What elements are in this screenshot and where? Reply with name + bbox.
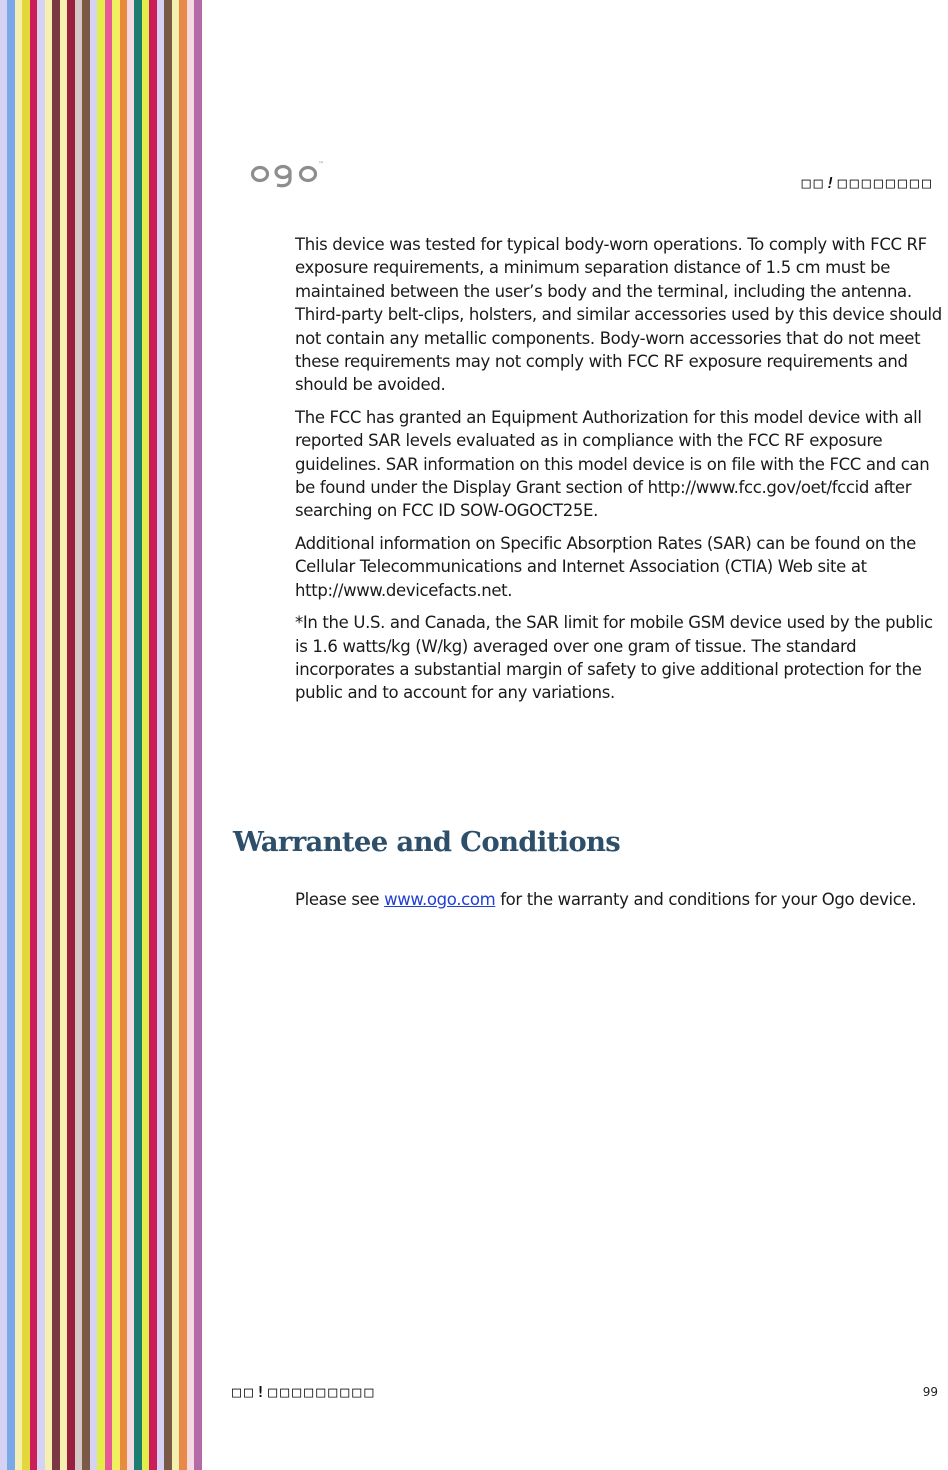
warranty-text-after: for the warranty and conditions for your Ogo device.	[495, 890, 917, 909]
color-stripe	[134, 0, 141, 1470]
decorative-color-stripes	[0, 0, 202, 1470]
footer-running-text: □□!□□□□□□□□□	[232, 1383, 377, 1401]
color-stripe	[82, 0, 89, 1470]
color-stripe	[179, 0, 186, 1470]
color-stripe	[164, 0, 171, 1470]
section-title-warrantee: Warrantee and Conditions	[233, 826, 621, 858]
color-stripe	[157, 0, 164, 1470]
ogo-logo	[250, 158, 330, 190]
header-running-text: □□!□□□□□□□□	[801, 174, 934, 192]
color-stripe	[22, 0, 29, 1470]
paragraph-body-worn: This device was tested for typical body-worn operations. To comply with FCC RF exposure requirements, a minimum separation distance of 1.5 cm must be maintained between the user’s body and the terminal, including the antenna. Third-party belt-clips, holsters, and similar accessories used by this device should not contain any metallic components. Body-worn accessories that do not meet these requirements may not comply with FCC RF exposure requirements and should be avoided.	[295, 235, 942, 395]
paragraph-sar-info: Additional information on Specific Absorption Rates (SAR) can be found on the Cellular Telecommunications and Internet Association (CTIA) Web site at http://www.devicefacts.net.	[295, 533, 916, 600]
color-stripe	[37, 0, 44, 1470]
page-number: 99	[922, 1385, 938, 1399]
color-stripe	[187, 0, 194, 1470]
ogo-website-link[interactable]: www.ogo.com	[384, 890, 496, 909]
warranty-paragraph	[295, 888, 935, 911]
color-stripe	[52, 0, 59, 1470]
color-stripe	[75, 0, 82, 1470]
color-stripe	[120, 0, 127, 1470]
color-stripe	[149, 0, 156, 1470]
color-stripe	[60, 0, 67, 1470]
color-stripe	[194, 0, 201, 1470]
color-stripe	[172, 0, 179, 1470]
color-stripe	[97, 0, 104, 1470]
warranty-text-before: Please see	[295, 890, 385, 909]
color-stripe	[90, 0, 97, 1470]
color-stripe	[142, 0, 149, 1470]
color-stripe	[30, 0, 37, 1470]
color-stripe	[45, 0, 52, 1470]
paragraph-fcc-authorization: The FCC has granted an Equipment Authorization for this model device with all reported SAR levels evaluated as in compliance with the FCC RF exposure guidelines. SAR information on this model device is on file with the FCC and can be found under the Display Grant section of http://www.fcc.gov/oet/fccid after searching on FCC ID SOW-OGOCT25E.	[295, 407, 930, 521]
color-stripe	[127, 0, 134, 1470]
color-stripe	[7, 0, 14, 1470]
paragraph-sar-limit: *In the U.S. and Canada, the SAR limit for mobile GSM device used by the public is 1.6 watts/kg (W/kg) averaged over one gram of tissue. The standard incorporates a substantial margin of safety to give additional protection for the public and to account for any variations.	[295, 613, 933, 703]
color-stripe	[67, 0, 74, 1470]
logo-trademark: ™	[318, 161, 324, 168]
body-text	[295, 233, 947, 714]
color-stripe	[0, 0, 7, 1470]
color-stripe	[105, 0, 112, 1470]
color-stripe	[112, 0, 119, 1470]
color-stripe	[15, 0, 22, 1470]
